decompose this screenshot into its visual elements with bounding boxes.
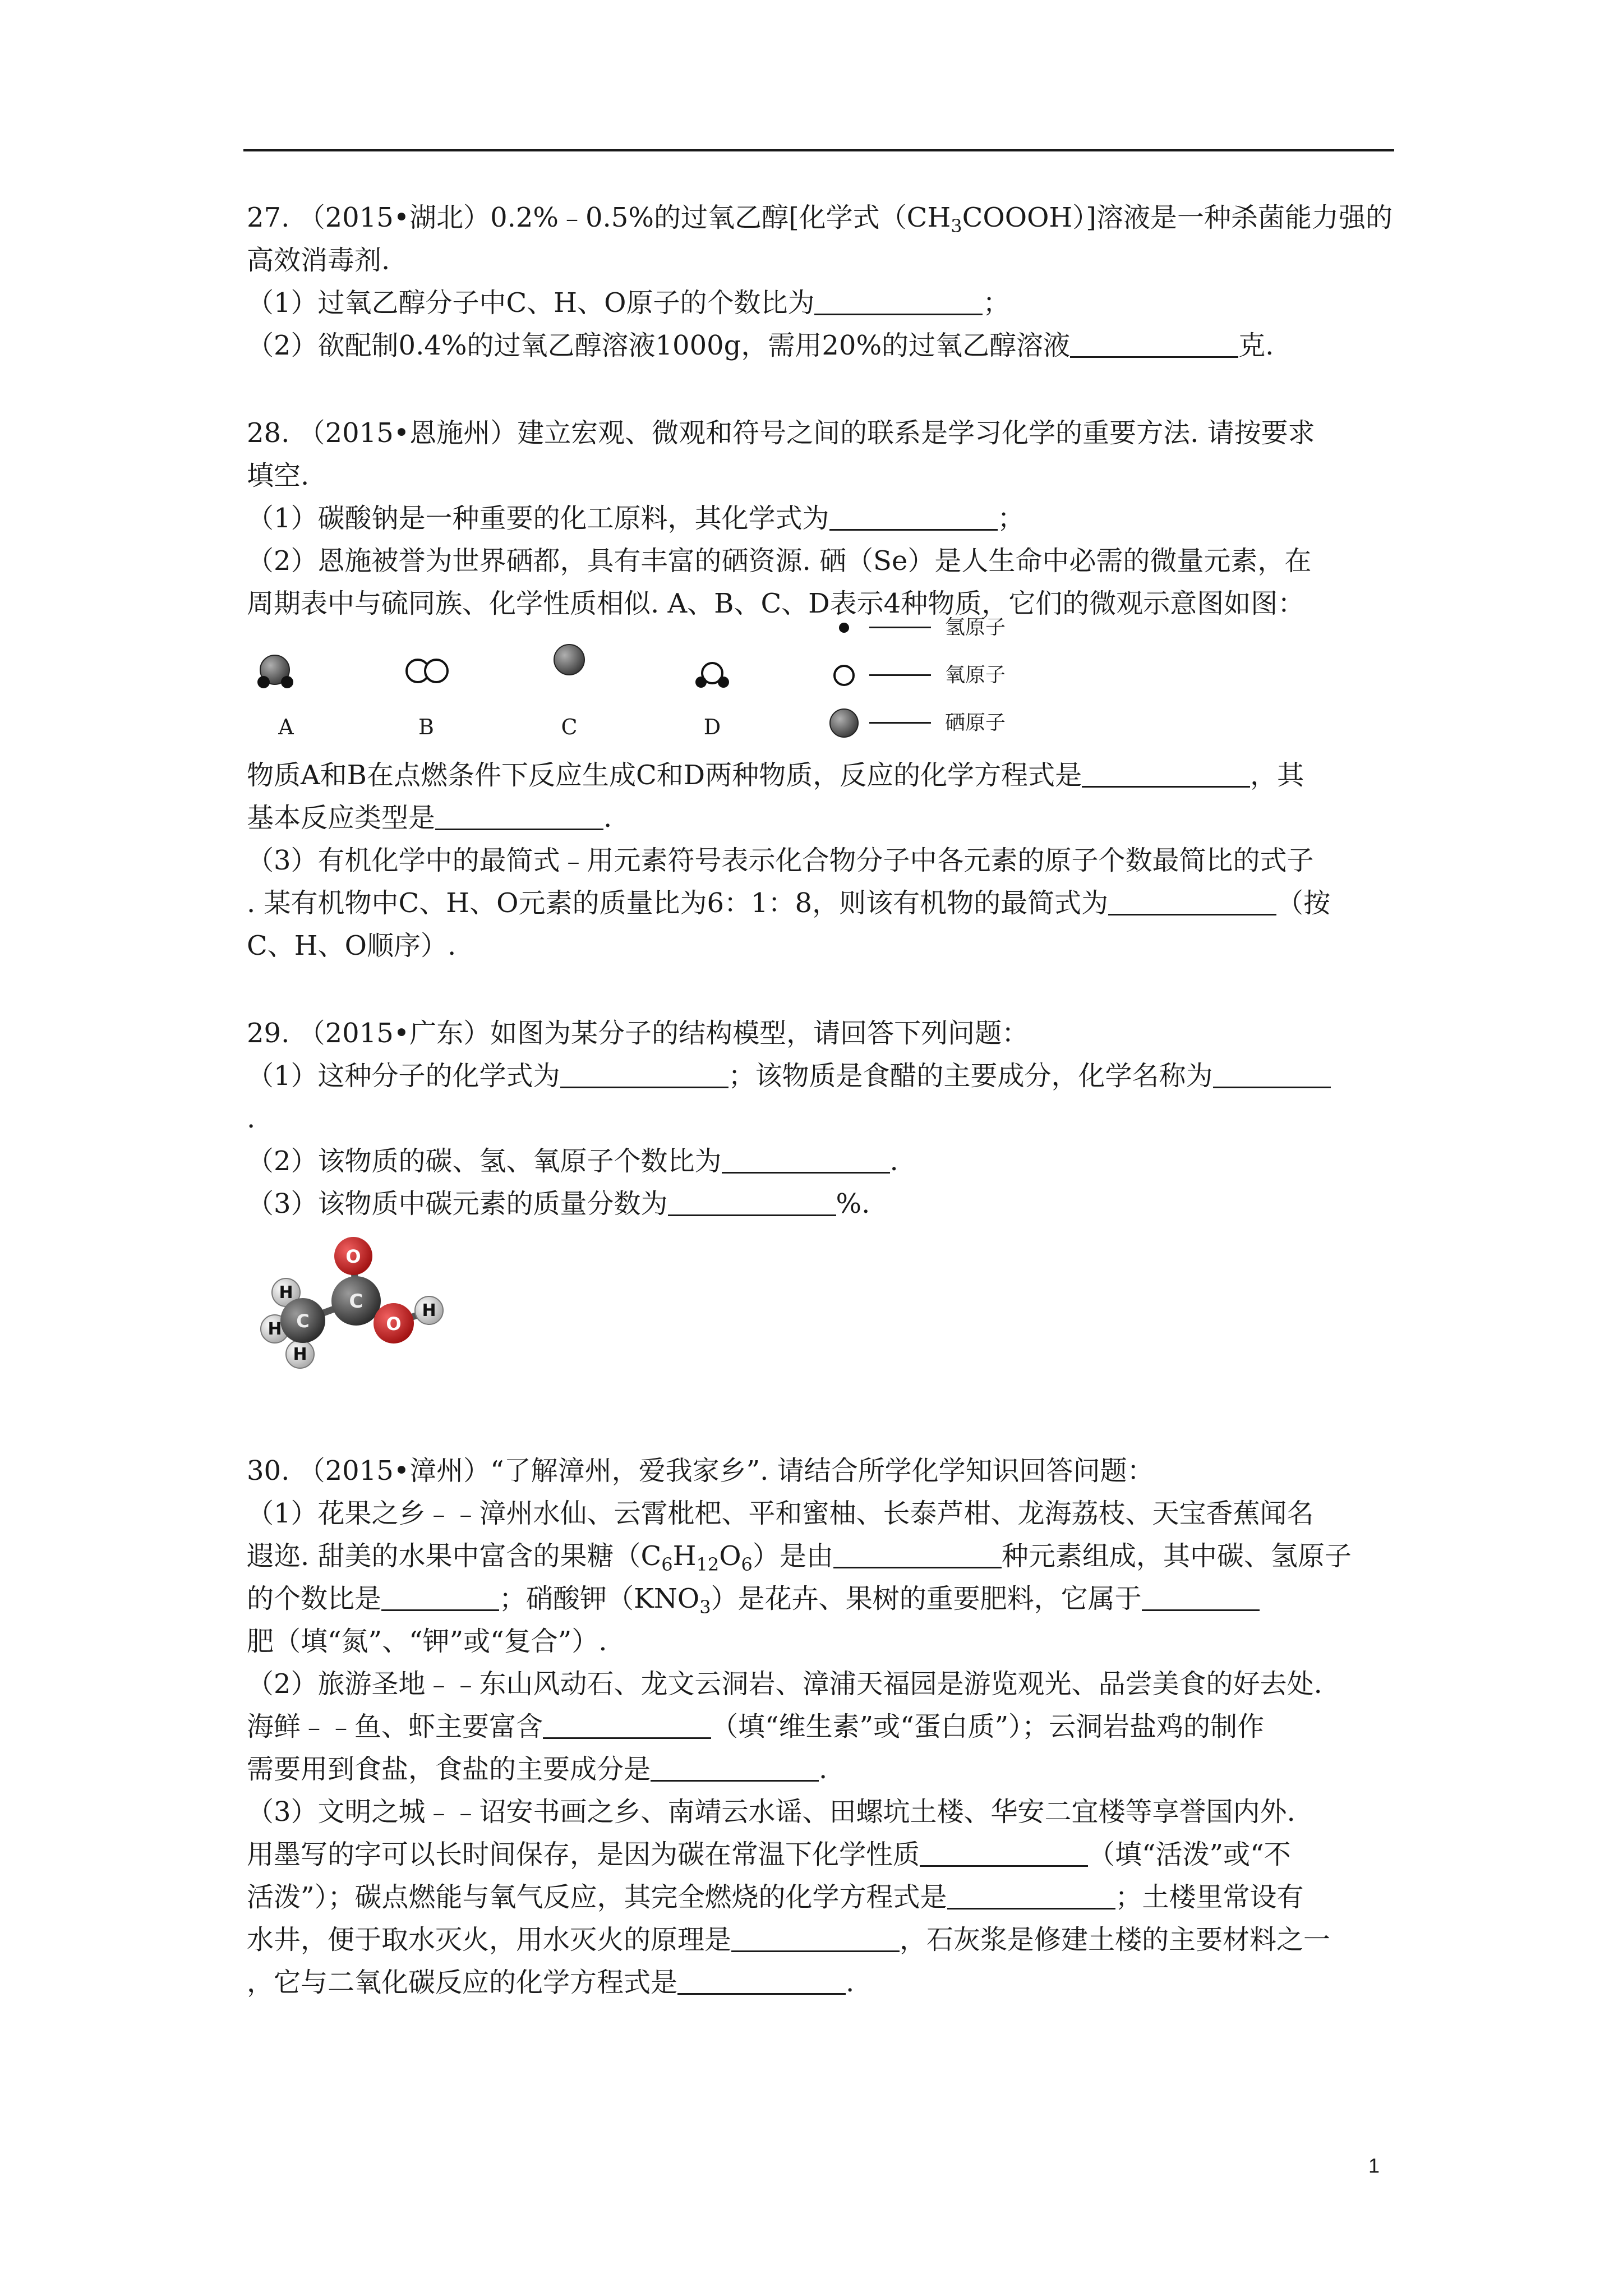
q28-line-4: （2）恩施被誉为世界硒都，具有丰富的硒资源. 硒（Se）是人生命中必需的微量元素，在 (247, 545, 1312, 577)
legend-hydrogen: 氢原子 (824, 608, 1161, 647)
q29-line-5: （3）该物质中碳元素的质量分数为 %. (247, 1182, 1396, 1225)
molecule-label: B (418, 715, 434, 739)
atom-label-h: H (422, 1301, 436, 1320)
answer-blank[interactable] (651, 1752, 819, 1782)
q30-line-4: 的个数比是 ；硝酸钾$(KNO_3)$是花卉、果树的重要肥料，它属于 (247, 1577, 1396, 1620)
q30-line-6: （2）旅游圣地﹣﹣东山风动石、龙文云洞岩、漳浦天福园是游览观光、品尝美食的好去处. (247, 1668, 1322, 1700)
q27-line-3: （1）过氧乙醇分子中C、H、O原子的个数比为 ； (247, 282, 1396, 324)
q28-line-8: （3）有机化学中的最简式﹣用元素符号表示化合物分子中各元素的原子个数最简比的式子 (247, 845, 1314, 876)
acetic-acid-model (247, 1236, 482, 1405)
atom-label-h: H (268, 1319, 282, 1339)
oxygen-atom-icon (824, 656, 864, 695)
answer-blank[interactable] (560, 1059, 728, 1088)
q28-line-9: . 某有机物中C、H、O元素的质量比为6：1：8，则该有机物的最简式为 （按 (247, 882, 1396, 924)
molecule-label: C (561, 715, 578, 739)
molecule-label: D (703, 715, 721, 739)
q28-line-6: 物质A和B在点燃条件下反应生成C和D两种物质，反应的化学方程式是 ，其 (247, 754, 1396, 797)
question-27 (247, 196, 1396, 367)
molecule-b (387, 631, 465, 748)
answer-blank[interactable] (1070, 328, 1238, 358)
q27-line-2: 高效消毒剂. (247, 245, 390, 276)
legend-selenium: 硒原子 (824, 703, 1161, 743)
q30-line-8: 需要用到食盐，食盐的主要成分是 . (247, 1748, 1396, 1791)
answer-blank[interactable] (814, 286, 983, 315)
atom-label-h: H (279, 1283, 293, 1303)
q29-line-3: . (247, 1103, 256, 1134)
selenium-atom-icon (530, 631, 608, 709)
q30-line-3: 遐迩. 甜美的水果中富含的果糖$(C_6H_{12}O_6)$是由 种元素组成，其中碳、氢原子 (247, 1535, 1396, 1577)
hydrogen-atom-icon (824, 608, 864, 647)
atom-label-h: H (293, 1345, 307, 1364)
q30-line-5: 肥（填“氮”、“钾”或“复合”）. (247, 1626, 607, 1657)
q30-line-11: 活泼”）；碳点燃能与氧气反应，其完全燃烧的化学方程式是 ；土楼里常设有 (247, 1876, 1396, 1918)
q30-line-10: 用墨写的字可以长时间保存，是因为碳在常温下化学性质 （填“活泼”或“不 (247, 1833, 1396, 1876)
q28-line-2: 填空. (247, 460, 310, 491)
q28-line-10: C、H、O顺序）. (247, 930, 457, 961)
water-molecule-icon (673, 631, 751, 709)
legend-oxygen: 氧原子 (824, 656, 1161, 695)
answer-blank[interactable] (1142, 1581, 1260, 1611)
q29-line-2: （1）这种分子的化学式为 ；该物质是食醋的主要成分，化学名称为 (247, 1055, 1396, 1097)
q29-line-1: 29. （2015•广东）如图为某分子的结构模型，请回答下列问题： (247, 1018, 1029, 1049)
answer-blank[interactable] (829, 501, 998, 531)
answer-blank[interactable] (381, 1581, 499, 1611)
water-molecule-icon (247, 631, 325, 709)
molecule-label: A (278, 715, 294, 739)
molecule-c (530, 631, 608, 748)
answer-blank[interactable] (435, 800, 603, 830)
answer-blank[interactable] (947, 1880, 1115, 1910)
answer-blank[interactable] (833, 1539, 1002, 1568)
atom-label-o: O (386, 1313, 402, 1335)
molecule-a (247, 631, 325, 748)
answer-blank[interactable] (543, 1709, 711, 1739)
atom-legend (824, 608, 1161, 754)
q28-line-1: 28. （2015•恩施州）建立宏观、微观和符号之间的联系是学习化学的重要方法. 请按要求 (247, 417, 1315, 449)
document-body (247, 196, 1396, 2049)
header-rule (243, 149, 1394, 151)
atom-label-c: C (349, 1290, 363, 1313)
q28-line-5: 周期表中与硫同族、化学性质相似. A、B、C、D表示4种物质，它们的微观示意图如图： (247, 588, 1305, 619)
question-29 (247, 1012, 1396, 1405)
answer-blank[interactable] (1082, 758, 1250, 788)
molecule-diagram (247, 616, 1396, 748)
selenium-atom-icon (824, 703, 864, 743)
q30-line-12: 水井，便于取水灭火，用水灭火的原理是 ，石灰浆是修建土楼的主要材料之一 (247, 1918, 1396, 1961)
q27-line-4: （2）欲配制0.4%的过氧乙醇溶液1000g，需用20%的过氧乙醇溶液 克. (247, 324, 1396, 367)
oxygen-molecule-icon (387, 631, 465, 709)
q29-line-4: （2）该物质的碳、氢、氧原子个数比为 . (247, 1140, 1396, 1182)
answer-blank[interactable] (1213, 1059, 1331, 1088)
atom-label-o: O (345, 1246, 361, 1267)
molecule-d (673, 631, 751, 748)
question-28 (247, 412, 1396, 967)
q28-line-3: （1）碳酸钠是一种重要的化工原料，其化学式为 ； (247, 497, 1396, 540)
answer-blank[interactable] (920, 1837, 1088, 1867)
q28-line-7: 基本反应类型是 . (247, 797, 1396, 839)
answer-blank[interactable] (722, 1144, 890, 1174)
answer-blank[interactable] (677, 1965, 846, 1995)
ball-and-stick-model-icon (247, 1236, 482, 1405)
answer-blank[interactable] (731, 1922, 900, 1952)
answer-blank[interactable] (668, 1186, 836, 1216)
q30-line-13: ，它与二氧化碳反应的化学方程式是 . (247, 1961, 1396, 2004)
q30-line-9: （3）文明之城﹣﹣诏安书画之乡、南靖云水谣、田螺坑土楼、华安二宜楼等享誉国内外. (247, 1796, 1295, 1828)
q30-line-1: 30. （2015•漳州）“了解漳州，爱我家乡”. 请结合所学化学知识回答问题： (247, 1455, 1154, 1487)
q30-line-7: 海鲜﹣﹣鱼、虾主要富含 （填“维生素”或“蛋白质”）；云洞岩盐鸡的制作 (247, 1705, 1396, 1748)
q27-line-1: 27. （2015•湖北）0.2%﹣0.5%的过氧乙醇[化学式$(CH_3COOOH)$]溶液是一种杀菌能力强的 (247, 202, 1393, 237)
question-30 (247, 1450, 1396, 2004)
atom-label-c: C (296, 1310, 310, 1332)
page-number: 1 (1368, 2154, 1380, 2177)
answer-blank[interactable] (1108, 886, 1276, 915)
q30-line-2: （1）花果之乡﹣﹣漳州水仙、云霄枇杷、平和蜜柚、长泰芦柑、龙海荔枝、天宝香蕉闻名 (247, 1498, 1314, 1529)
